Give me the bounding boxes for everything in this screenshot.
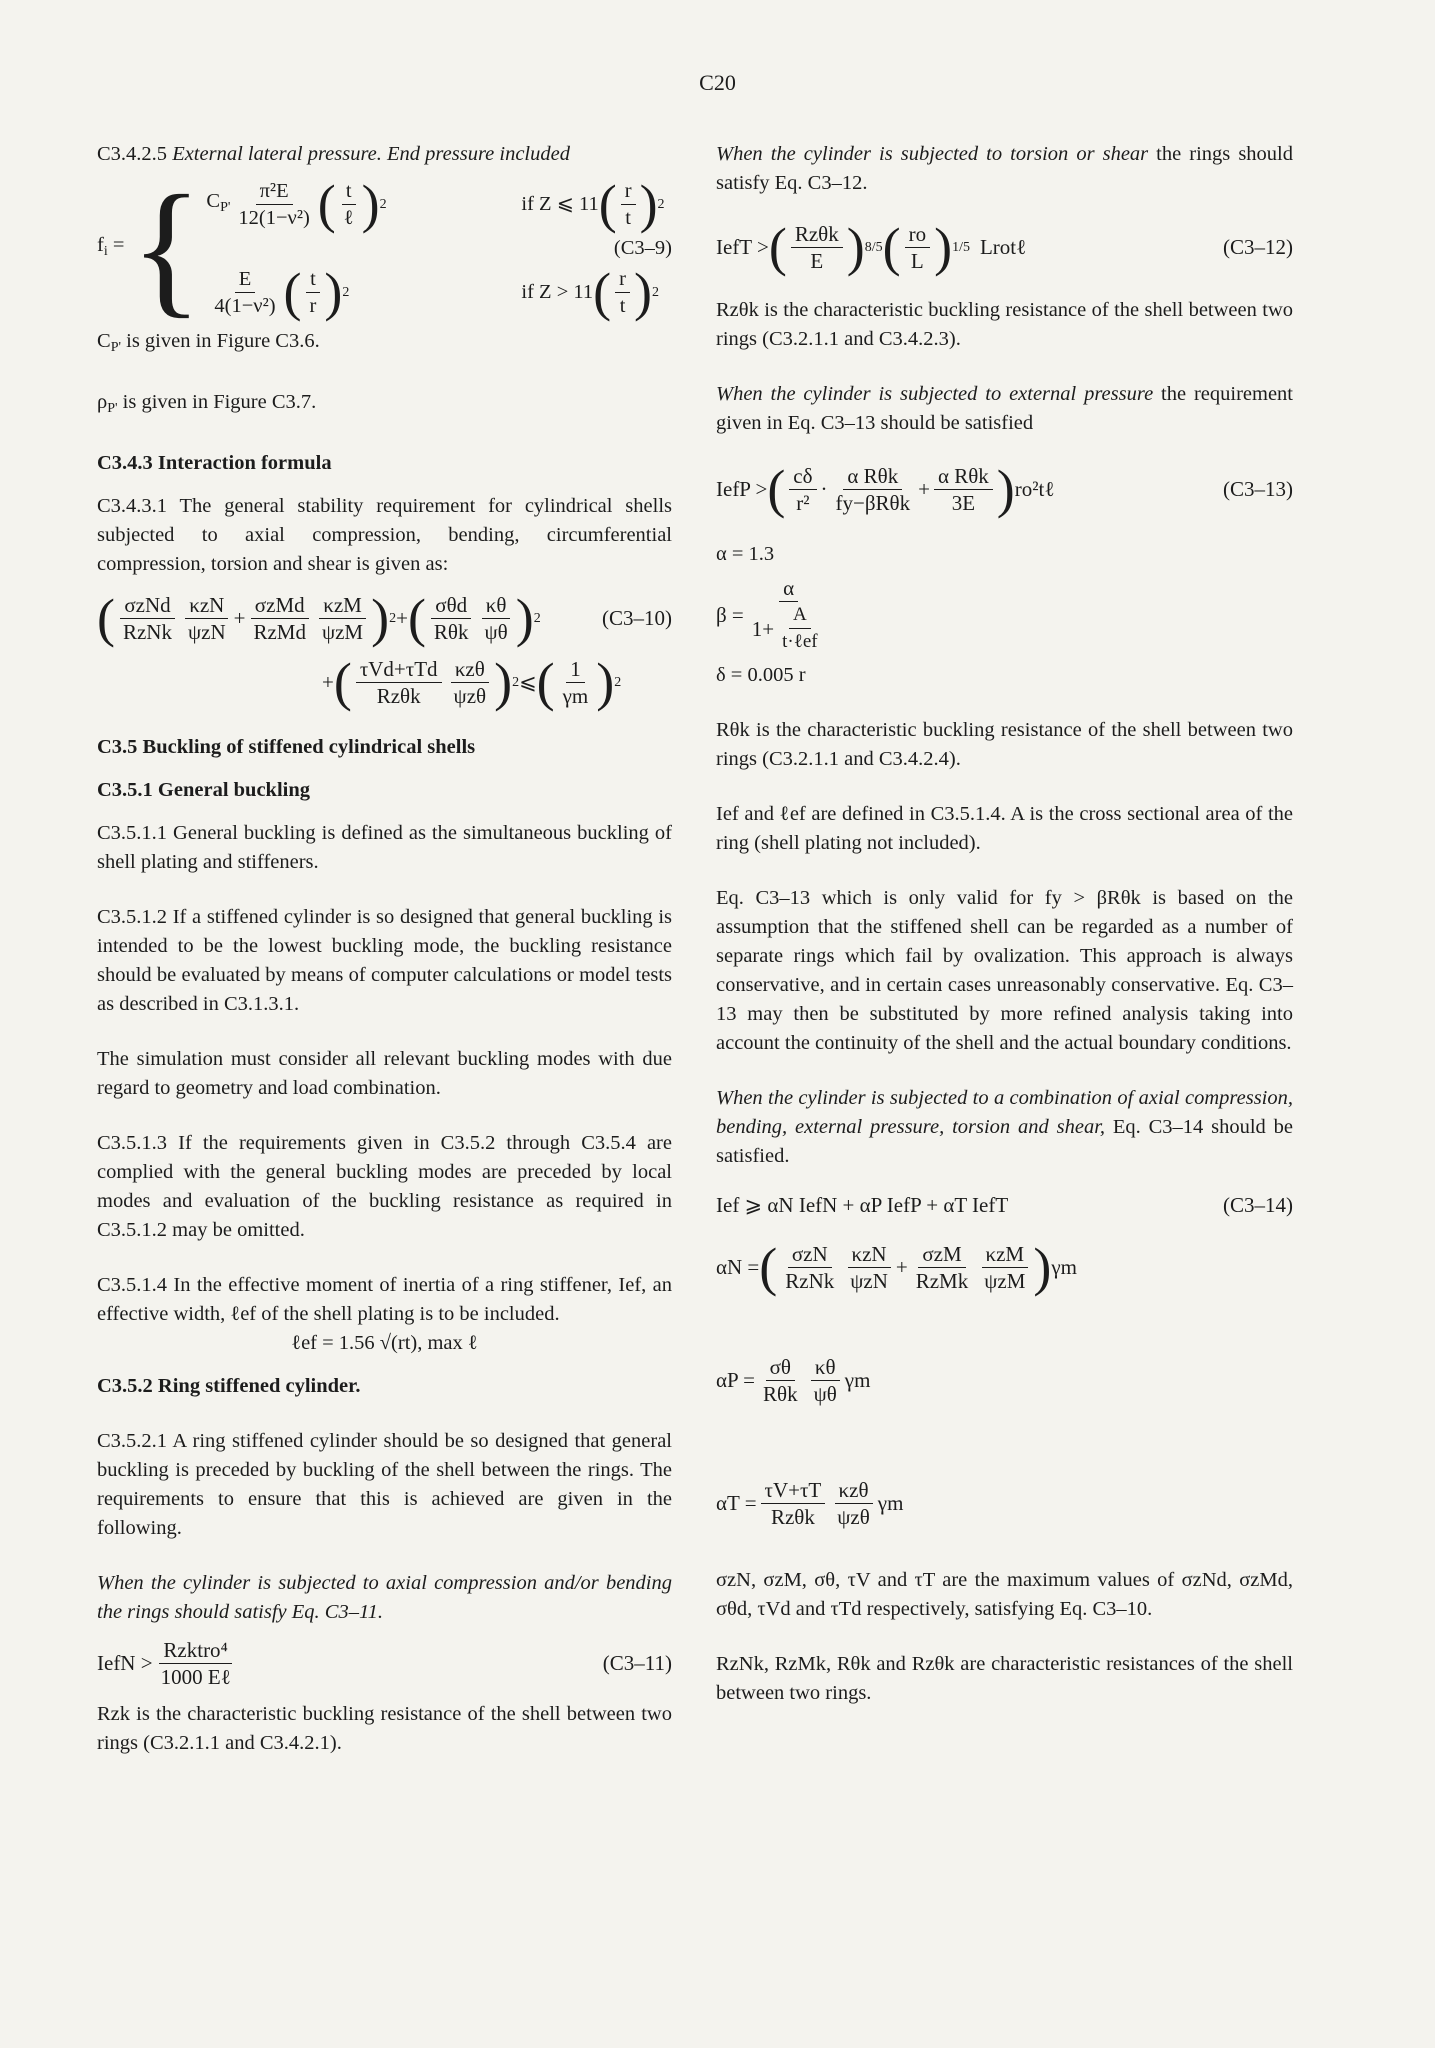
paragraph-eq13-note: Eq. C3–13 which is only valid for fy > βRθk is based on the assumption that the stiffened shell can be regarded as a number of separate rings which fail by ovalization. This approach is always conservative, and in certain cases unreasonably conservative. Eq. C3–13 may then be substituted by more refined analysis taking into account the continuity of the shell and the actual boundary conditions. bbox=[716, 887, 1293, 1054]
external-pressure-condition: When the cylinder is subjected to external pressure the requirement given in Eq. C3–13 should be satisfied bbox=[716, 383, 1293, 434]
alpha-t-equation: αT = $\frac{\tau V+\tau T}{\text{Rzθk}}$ $\frac{\text{κzθ}}{\text{ψzθ}}$ γm bbox=[716, 1478, 904, 1529]
equation-number-c3-14: (C3–14) bbox=[1223, 1193, 1293, 1217]
cp-note: $C_{P'}$ is given in Figure C3.6. bbox=[97, 330, 320, 355]
axial-condition: When the cylinder is subjected to axial compression and/or bending the rings should satisfy Eq. C3–11. bbox=[97, 1572, 672, 1623]
paragraph-max-values: σzN, σzM, σθ, τV and τT are the maximum values of σzNd, σzMd, σθd, τVd and τTd respectively, satisfying Eq. C3–10. bbox=[716, 1569, 1293, 1620]
paragraph-rzk: Rzk is the characteristic buckling resistance of the shell between two rings (C3.2.1.1 and C3.4.2.1). bbox=[97, 1703, 672, 1754]
case2-condition: if Z > 11 ( $\frac{r}{t}$ ) 2 bbox=[521, 262, 659, 322]
t-over-r: $\frac{t}{r}$ bbox=[306, 266, 321, 319]
case1-condition: if Z ⩽ 11 ( $\frac{r}{t}$ ) 2 bbox=[521, 174, 665, 234]
equation-c3-10-line2: + ( $\frac{\text{τVd+τTd}}{\text{Rzθk}}$ $\frac{\text{κzθ}}{\text{ψzθ}}$ ) 2 ⩽ ( $\frac{1}{\gamma m}$ ) 2 bbox=[322, 652, 622, 712]
paragraph-c3511: C3.5.1.1 General buckling is defined as the simultaneous buckling of shell plating and stiffeners. bbox=[97, 822, 672, 873]
paragraph-rthk: Rθk is the characteristic buckling resistance of the shell between two rings (C3.2.1.1 and C3.4.2.4). bbox=[716, 719, 1293, 770]
paragraph-characteristic-resistances: RzNk, RzMk, Rθk and Rzθk are characteristic resistances of the shell between two rings. bbox=[716, 1653, 1293, 1704]
section-c352-heading: C3.5.2 Ring stiffened cylinder. bbox=[97, 1375, 361, 1397]
equation-c3-12: IefT > ( $\frac{\text{Rzθk}}{E}$ ) 8/5 ( $\frac{ro}{L}$ ) 1/5 Lrotℓ (C3–12) bbox=[716, 217, 1293, 277]
equation-number-c3-13: (C3–13) bbox=[1223, 476, 1293, 501]
alpha-n-equation: αN = ( $\frac{\text{σzN}}{\text{RzNk}}$ $\frac{\text{κzN}}{\text{ψzN}}$ + $\frac{\text{σzM}}{\text{RzMk}}$ $\frac{\text{κzM}}{\text{ψzM}}$ ) γm bbox=[716, 1237, 1077, 1297]
alpha-definition: α = 1.3 bbox=[716, 543, 775, 565]
equation-c3-14: Ief ⩾ αN IefN + αP IefP + αT IefT (C3–14) bbox=[716, 1191, 1293, 1220]
case1-frac: $\frac{\text{π²E}}{\text{12(1−ν²)}}$ bbox=[238, 179, 310, 229]
section-c35-heading: C3.5 Buckling of stiffened cylindrical shells bbox=[97, 736, 476, 758]
paragraph-c3514: C3.5.1.4 In the effective moment of inertia of a ring stiffener, Ief, an effective width, ℓef of the shell plating is to be included. bbox=[97, 1274, 672, 1325]
equation-c3-13: IefP > ( $\frac{c\delta}{\text{r²}}$ · $\frac{\text{α Rθk}}{\text{fy−βRθk}}$ + $\frac{\text{α Rθk}}{3E}$ ) ro²tℓ (C3–13) bbox=[716, 459, 1293, 519]
paragraph-rzthk: Rzθk is the characteristic buckling resistance of the shell between two rings (C3.2.1.1 and C3.4.2.3). bbox=[716, 299, 1293, 350]
page-number: C20 bbox=[699, 70, 736, 95]
section-c351-heading: C3.5.1 General buckling bbox=[97, 779, 310, 801]
section-title: External lateral pressure. End pressure included bbox=[172, 143, 570, 165]
fi-lhs: $f_i$ = bbox=[97, 233, 125, 259]
delta-definition: δ = 0.005 r bbox=[716, 664, 806, 686]
left-column bbox=[97, 140, 672, 1758]
paragraph-c3431: C3.4.3.1 The general stability requirement for cylindrical shells subjected to axial compression, bending, circumferential compression, torsion and shear is given as: bbox=[97, 495, 672, 575]
case2-frac: $\frac{E}{\text{4(1−ν²)}}$ bbox=[214, 267, 276, 317]
section-number: C3.4.2.5 bbox=[97, 143, 173, 165]
case-1: $C_{P'}$ $\frac{\text{π²E}}{\text{12(1−ν²)}}$ ( $\frac{t}{\text{ℓ}}$ ) 2 if Z ⩽ 11 ( $\frac{r}{t}$ ) 2 bbox=[206, 174, 665, 234]
equation-c3-10-line1: ( $\frac{\text{σzNd}}{\text{RzNk}}$ $\frac{\text{κzN}}{\text{ψzN}}$ + $\frac{\text{σzMd}}{\text{RzMd}}$ $\frac{\text{κzM}}{\text{ψzM}}$ ) 2 + ( $\frac{\text{σθd}}{\text{Rθk}}$ $\frac{\kappa\theta}{\psi\theta}$ ) 2 (C3–10) bbox=[97, 588, 672, 648]
lef-equation: ℓef = 1.56 √(rt), max ℓ bbox=[291, 1332, 478, 1354]
case1-coef: $C_{P'}$ bbox=[206, 189, 231, 215]
case-2: $\frac{E}{\text{4(1−ν²)}}$ ( $\frac{t}{r}$ ) 2 if Z > 11 ( $\frac{r}{t}$ ) 2 bbox=[206, 261, 536, 323]
paragraph-c3521: C3.5.2.1 A ring stiffened cylinder should be so designed that general buckling is preceded by buckling of the shell between the rings. The requirements to ensure that this is achieved are given in the following. bbox=[97, 1430, 672, 1539]
rho-note: $\rho_{P'}$ is given in Figure C3.7. bbox=[97, 391, 317, 416]
equation-number-c3-11: (C3–11) bbox=[602, 1651, 672, 1675]
t-over-l: $\frac{t}{\text{ℓ}}$ bbox=[343, 179, 354, 229]
right-column bbox=[716, 140, 1293, 1708]
torsion-condition: When the cylinder is subjected to torsion or shear the rings should satisfy Eq. C3–12. bbox=[716, 143, 1293, 194]
paragraph-simulation: The simulation must consider all relevant buckling modes with due regard to geometry and load combination. bbox=[97, 1048, 672, 1099]
paragraph-c3512: C3.5.1.2 If a stiffened cylinder is so designed that general buckling is intended to be the lowest buckling mode, the buckling resistance should be evaluated by means of computer calculations or model tests as described in C3.1.3.1. bbox=[97, 906, 672, 1015]
equation-number-c3-10: (C3–10) bbox=[602, 605, 672, 630]
equation-c3-11: IefN > $\frac{\text{Rzktro⁴}}{\text{1000 Eℓ}}$ (C3–11) bbox=[97, 1638, 672, 1689]
equation-number-c3-12: (C3–12) bbox=[1223, 234, 1293, 259]
beta-definition: β = α 1+ $\frac{A}{\text{t·ℓef}}$ bbox=[716, 576, 818, 652]
left-brace: { bbox=[130, 165, 203, 331]
paragraph-ief-definition: Ief and ℓef are defined in C3.5.1.4. A is the cross sectional area of the ring (shell plating not included). bbox=[716, 803, 1293, 854]
section-c343-heading: C3.4.3 Interaction formula bbox=[97, 452, 332, 474]
equation-c3-9 bbox=[97, 165, 672, 331]
paragraph-c3513: C3.5.1.3 If the requirements given in C3.5.2 through C3.5.4 are complied with the general buckling modes are preceded by local modes and evaluation of the buckling resistance as required in C3.5.1.2 may be omitted. bbox=[97, 1132, 672, 1241]
alpha-p-equation: αP = $\frac{\sigma\theta}{\text{Rθk}}$ $\frac{\kappa\theta}{\psi\theta}$ γm bbox=[716, 1355, 871, 1406]
equation-number-c3-9: (C3–9) bbox=[613, 236, 672, 259]
combination-condition: When the cylinder is subjected to a combination of axial compression, bending, external pressure, torsion and shear, Eq. C3–14 should be satisfied. bbox=[716, 1087, 1293, 1167]
